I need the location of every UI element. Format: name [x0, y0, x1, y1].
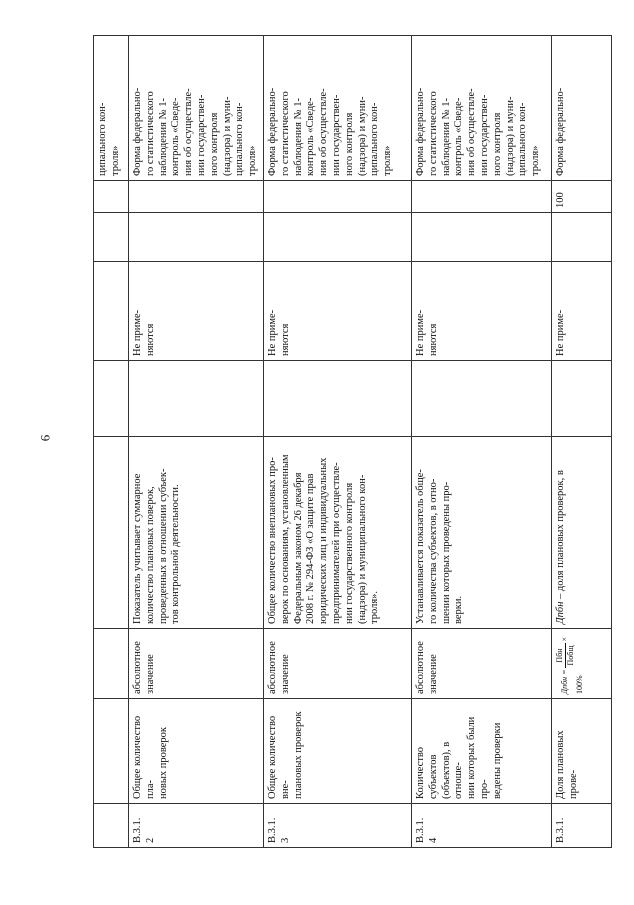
table-row	[94, 36, 129, 848]
empty-cell	[263, 361, 411, 437]
empty-cell	[411, 361, 551, 437]
indicator-comment: Общее количество внеплановых про- верок по основаниям, установленным Федеральным законом 26 декабря 2008 г. № 294-ФЗ «О защите прав юридических лиц и индивидуальных предпринимателей при осуществле- нии государственного контроля (надзора) и муниципального кон- троля».	[263, 437, 411, 629]
indicator-id: В.3.1. 2	[129, 804, 264, 848]
table-row	[263, 36, 411, 848]
formula-fraction	[555, 644, 576, 668]
indicator-source: Форма федерально- го статистического наблюдения № 1- контроль «Сведе- ния об осуществле- нии государствен- ного контроля (надзора) и муни- ципального кон- троля»	[411, 36, 551, 181]
formula-lhs: Дпбн =	[560, 669, 570, 694]
indicator-name: Количество субъектов (объектов), в отноше- нии которых были про- ведены проверки	[411, 699, 551, 804]
empty-cell	[551, 213, 611, 262]
indicator-formula: абсолютное значение	[263, 629, 411, 699]
formula-numerator: Пбн	[555, 644, 566, 668]
indicator-value	[94, 181, 129, 213]
empty-cell	[411, 213, 551, 262]
indicator-source: Форма федерально- го статистического наблюдения № 1- контроль «Сведе- ния об осуществле- нии государствен- ного контроля (надзора) и муни- ципального кон- троля»	[129, 36, 264, 181]
indicator-comment	[551, 437, 611, 629]
indicator-value	[129, 181, 264, 213]
table-row	[129, 36, 264, 848]
comment-variable: Дпбн	[554, 601, 566, 624]
empty-cell	[551, 361, 611, 437]
indicator-formula: абсолютное значение	[411, 629, 551, 699]
indicator-name: Доля плановых прове-	[551, 699, 611, 804]
indicator-target: Не приме- няются	[411, 262, 551, 361]
indicator-name: Общее количество вне- плановых проверок	[263, 699, 411, 804]
indicator-name	[94, 699, 129, 804]
table-row	[551, 36, 611, 848]
comment-text: – доля плановых проверок, в	[554, 470, 566, 602]
indicator-formula: абсолютное значение	[129, 629, 264, 699]
indicator-value	[411, 181, 551, 213]
rotated-table-wrapper	[93, 36, 589, 848]
indicator-target: Не приме-	[551, 262, 611, 361]
indicator-target: Не приме- няются	[263, 262, 411, 361]
indicator-id: В.3.1. 4	[411, 804, 551, 848]
table-row	[411, 36, 551, 848]
indicator-comment: Устанавливается показатель обще- го количества субъектов, в отно- шении которых проведены про- верки.	[411, 437, 551, 629]
indicator-formula	[94, 629, 129, 699]
empty-cell	[94, 361, 129, 437]
indicator-value: 100	[551, 181, 611, 213]
indicators-table	[93, 35, 612, 848]
indicator-id: В.3.1. 3	[263, 804, 411, 848]
indicator-source: Форма федерально- го статистического наблюдения № 1- контроль «Сведе- ния об осуществле- нии государствен- ного контроля (надзора) и муни- ципального кон- троля»	[263, 36, 411, 181]
indicator-formula	[551, 629, 611, 699]
formula-denominator: Побщ	[565, 645, 575, 666]
indicator-name: Общее количество пла- новых проверок	[129, 699, 264, 804]
indicator-target	[94, 262, 129, 361]
indicator-comment	[94, 437, 129, 629]
empty-cell	[129, 361, 264, 437]
formula-multiplier: × 100%	[560, 636, 585, 694]
indicator-source: Форма федерально-	[551, 36, 611, 181]
empty-cell	[263, 213, 411, 262]
empty-cell	[129, 213, 264, 262]
indicator-value	[263, 181, 411, 213]
indicator-id	[94, 804, 129, 848]
indicator-comment: Показатель учитывает суммарное количество плановых поверок, проведенных в отношении субъек- тов контрольной деятельности.	[129, 437, 264, 629]
empty-cell	[94, 213, 129, 262]
page-number: 6	[37, 434, 53, 442]
indicator-source: ципального кон- троля»	[94, 36, 129, 181]
indicator-id: В.3.1.	[551, 804, 611, 848]
indicator-target: Не приме- няются	[129, 262, 264, 361]
